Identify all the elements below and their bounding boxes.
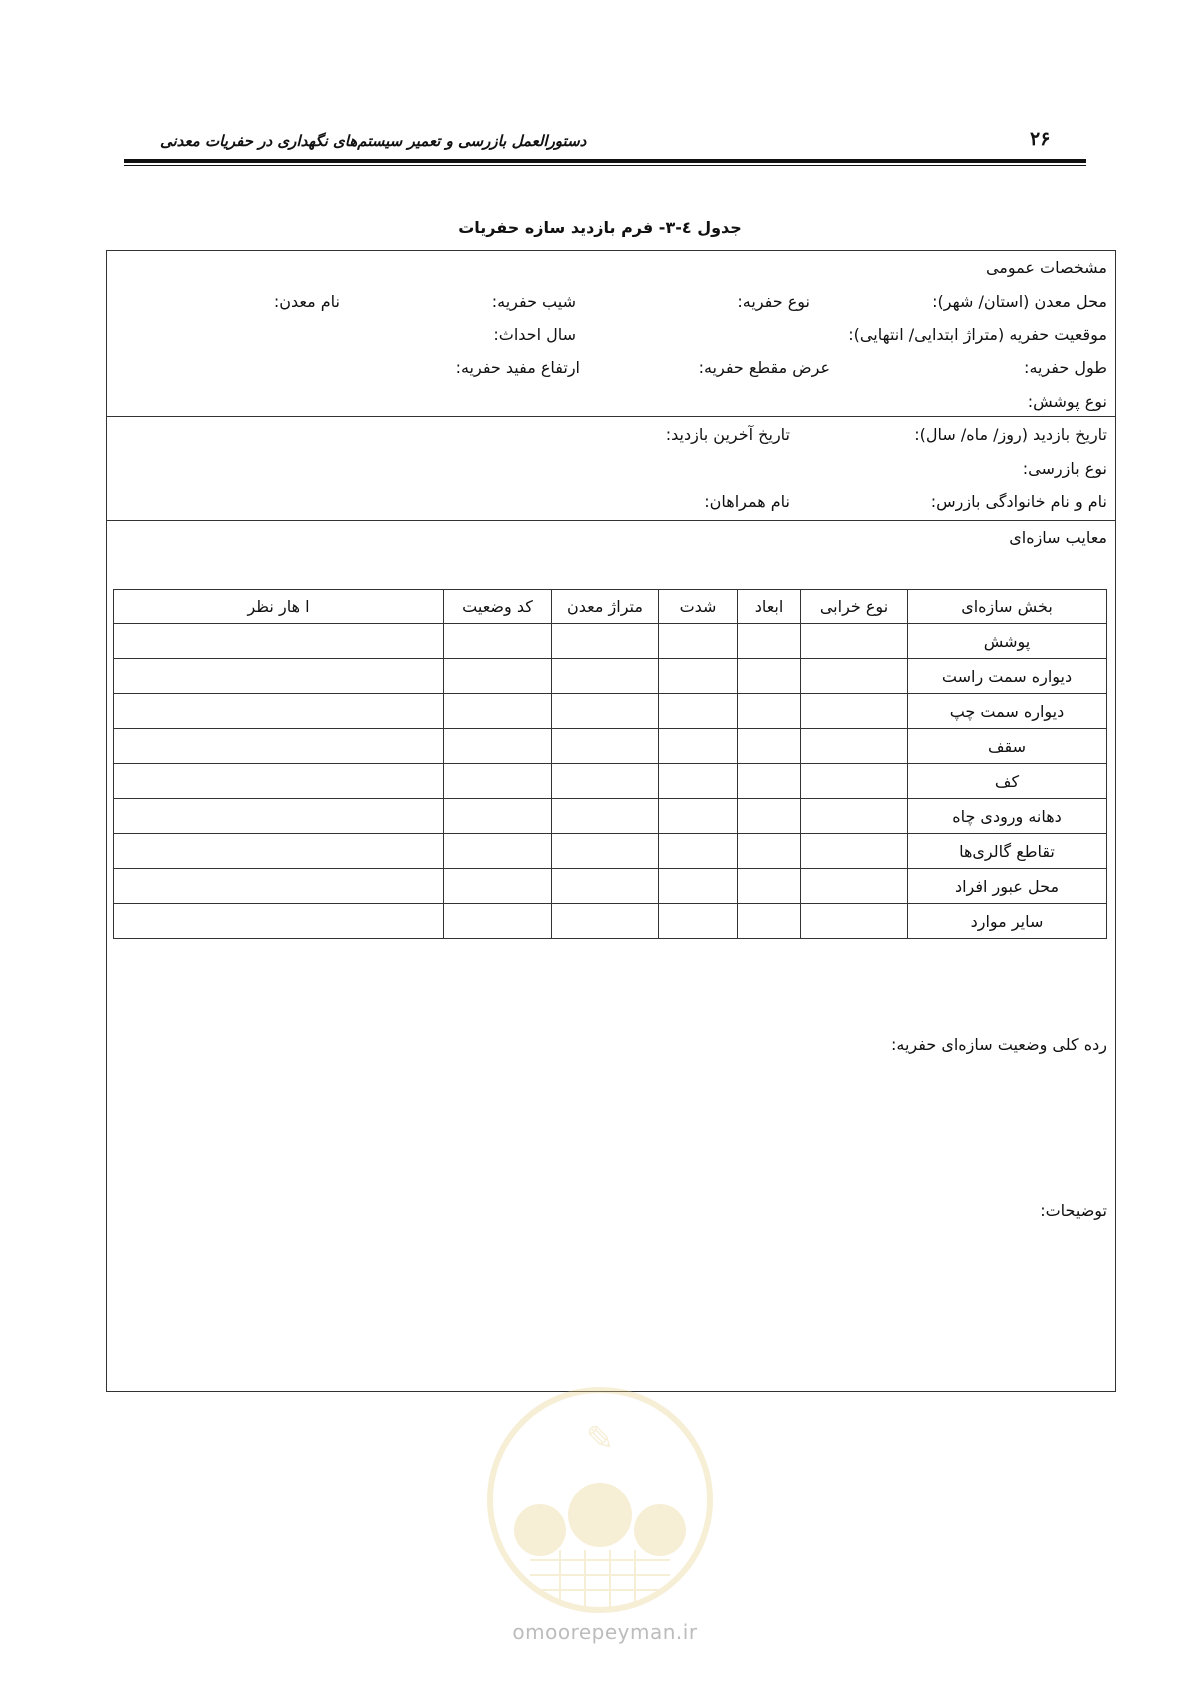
col-header-structural-part: بخش سازه‌ای <box>908 590 1107 624</box>
svg-text:✎: ✎ <box>585 1419 615 1459</box>
header-rule <box>124 159 1086 163</box>
cross-section-width-label: عرض مقطع حفریه: <box>698 358 830 377</box>
construction-year-label: سال احداث: <box>493 325 576 344</box>
col-header-condition-code: کد وضعیت <box>444 590 552 624</box>
last-visit-date-label: تاریخ آخرین بازدید: <box>665 425 790 444</box>
excavation-position-label: موقعیت حفریه (متراژ ابتدایی/ انتهایی): <box>848 325 1107 344</box>
mine-location-label: محل معدن (استان/ شهر): <box>932 292 1107 311</box>
table-header-row <box>114 590 1107 624</box>
header-rule-thin <box>124 165 1086 166</box>
section-divider <box>106 520 1116 521</box>
inspection-type-label: نوع بازرسی: <box>1022 459 1107 478</box>
companions-label: نام همراهان: <box>704 492 790 511</box>
watermark-url: omoorepeyman.ir <box>512 1620 698 1644</box>
table-row <box>114 729 1107 764</box>
defects-section-title: معایب سازه‌ای <box>1009 528 1107 547</box>
defects-table <box>113 589 1107 939</box>
excavation-length-label: طول حفریه: <box>1024 358 1107 377</box>
row-label: دیواره سمت راست <box>908 659 1107 694</box>
table-row <box>114 659 1107 694</box>
table-row <box>114 869 1107 904</box>
page-number: ۲۶ <box>1030 128 1051 150</box>
row-label: سقف <box>908 729 1107 764</box>
table-row <box>114 904 1107 939</box>
general-section-title: مشخصات عمومی <box>985 258 1107 277</box>
col-header-dimensions: ابعاد <box>738 590 801 624</box>
inspector-name-label: نام و نام خانوادگی بازرس: <box>930 492 1107 511</box>
table-row <box>114 764 1107 799</box>
section-divider <box>106 416 1116 417</box>
watermark-logo <box>470 1380 730 1620</box>
mine-name-label: نام معدن: <box>273 292 340 311</box>
col-header-opinion: ا هار نظر <box>114 590 444 624</box>
running-title: دستورالعمل بازرسی و تعمیر سیستم‌های نگهداری در حفریات معدنی <box>160 132 587 150</box>
row-label: سایر موارد <box>908 904 1107 939</box>
row-label: دیواره سمت چپ <box>908 694 1107 729</box>
excavation-type-label: نوع حفریه: <box>737 292 810 311</box>
table-row <box>114 799 1107 834</box>
table-caption: جدول ٤-٣- فرم بازدید سازه حفریات <box>458 218 742 237</box>
row-label: پوشش <box>908 624 1107 659</box>
col-header-damage-type: نوع خرابی <box>801 590 908 624</box>
row-label: محل عبور افراد <box>908 869 1107 904</box>
excavation-slope-label: شیب حفریه: <box>491 292 576 311</box>
table-row <box>114 834 1107 869</box>
table-row <box>114 694 1107 729</box>
row-label: دهانه ورودی چاه <box>908 799 1107 834</box>
row-label: کف <box>908 764 1107 799</box>
visit-date-label: تاریخ بازدید (روز/ ماه/ سال): <box>914 425 1107 444</box>
support-type-label: نوع پوشش: <box>1027 392 1107 411</box>
table-row <box>114 624 1107 659</box>
row-label: تقاطع گالری‌ها <box>908 834 1107 869</box>
notes-label: توضیحات: <box>1040 1201 1107 1220</box>
col-header-severity: شدت <box>659 590 738 624</box>
overall-rating-label: رده کلی وضعیت سازه‌ای حفریه: <box>891 1035 1107 1054</box>
useful-height-label: ارتفاع مفید حفریه: <box>455 358 580 377</box>
col-header-mine-chainage: متراژ معدن <box>552 590 659 624</box>
